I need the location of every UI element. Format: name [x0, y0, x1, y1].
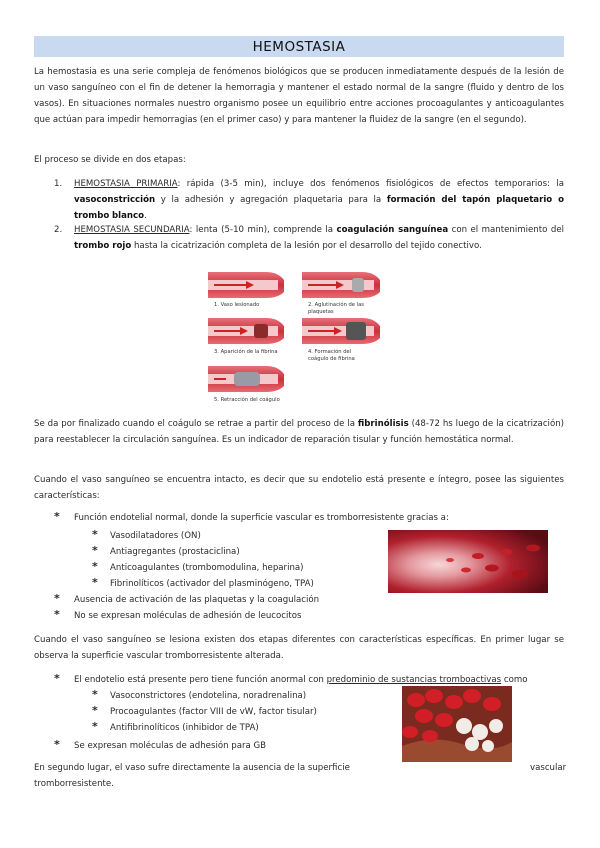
final-text-2: vascular: [530, 763, 567, 773]
injured-sub-3: Antifibrinolíticos (inhibidor de TPA): [110, 723, 259, 733]
stage2-name: HEMOSTASIA SECUNDARIA: [74, 225, 190, 235]
intact-item-1: Función endotelial normal, donde la superficie vascular es tromborresistente gracias a:: [74, 513, 449, 523]
caption-3: 3. Aparición de la fibrina: [214, 349, 278, 355]
fibrinolysis-b1: fibrinólisis: [357, 419, 409, 429]
fibrinolysis-t1: Se da por finalizado cuando el coágulo se retrae a partir del proceso de la: [34, 419, 358, 429]
stage1-name: HEMOSTASIA PRIMARIA: [74, 179, 178, 189]
title-bar: [34, 36, 564, 57]
bullet-star: *: [92, 720, 98, 733]
stage2-t1: : lenta (5-10 min), comprende la: [189, 225, 337, 235]
injured-intro: Cuando el vaso sanguíneo se lesiona existen dos etapas diferentes con características específicas. En primer lugar se observa la superficie vascular tromborresistente alterada.: [34, 635, 564, 661]
stage2-b1: coagulación sanguínea: [336, 225, 449, 235]
caption-4: 4. Formación del coágulo de fibrina: [308, 349, 355, 362]
injured-sub-2: Procoagulantes (factor VIII de vW, factor tisular): [110, 707, 317, 717]
blood-cells-image: [402, 686, 512, 762]
final-text-1: En segundo lugar, el vaso sufre directamente la ausencia de la superficie: [34, 763, 350, 773]
stage1-b2: formación del tapón plaquetario o trombo: [74, 195, 564, 221]
blood-cells-illustration: [402, 686, 512, 762]
bullet-star: *: [92, 688, 98, 701]
stage1-t3: .: [144, 211, 147, 221]
vessel-5: [208, 366, 284, 392]
vessel-interior-image: [388, 530, 548, 593]
stage2-number: 2.: [54, 225, 63, 235]
injured-item1-a: El endotelio está presente pero tiene función anormal con: [74, 675, 327, 685]
stage1-text: [74, 176, 564, 224]
stage2-t4: hasta la cicatrización completa de la lesión por el desarrollo del tejido conectivo.: [131, 241, 482, 251]
stage1-t2: y la adhesión y agregación plaquetaria para la: [155, 195, 387, 205]
intact-intro: Cuando el vaso sanguíneo se encuentra intacto, es decir que su endotelio está presente e íntegro, posee las siguientes características:: [34, 475, 564, 501]
stage1-number: 1.: [54, 179, 63, 189]
stages-intro: El proceso se divide en dos etapas:: [34, 155, 186, 165]
bullet-star: *: [54, 672, 60, 685]
vessel-4: [302, 318, 380, 344]
vessel-interior-illustration: [388, 530, 548, 593]
caption-2: 2. Aglutinación de las plaquetas: [308, 302, 364, 315]
bullet-star: *: [54, 510, 60, 523]
stage1-b1: vasoconstricción: [74, 195, 156, 205]
fibrinolysis-paragraph: [34, 416, 564, 448]
bullet-star: *: [92, 528, 98, 541]
injured-item-2: Se expresan moléculas de adhesión para GB: [74, 741, 267, 751]
fibrinolysis-t2: (48-72 hs luego de la cicatrización) para reestablecer la circulación sanguínea. Es un indicador de reparación tisular y función hemostática normal.: [34, 419, 564, 445]
intact-sub-1: Vasodilatadores (ON): [110, 531, 201, 541]
injured-item1-u: predominio de sustancias tromboactivas: [326, 675, 502, 685]
bullet-star: *: [92, 704, 98, 717]
stage2-t2: con el mantenimiento: [448, 225, 548, 235]
bullet-star: *: [92, 560, 98, 573]
injured-sub-1: Vasoconstrictores (endotelina, noradrenalina): [110, 691, 307, 701]
stage1-t1: : rápida (3-5 min), incluye dos fenómenos fisiológicos de efectos temporarios: la: [177, 179, 564, 189]
stage2-text: [74, 222, 564, 254]
stage2-b2: trombo rojo: [74, 241, 132, 251]
stage2-t3: del: [550, 225, 564, 235]
intact-item-3: No se expresan moléculas de adhesión de leucocitos: [74, 611, 302, 621]
vessel-2: [302, 272, 380, 298]
bullet-star: *: [92, 544, 98, 557]
intact-sub-2: Antiagregantes (prostaciclina): [110, 547, 240, 557]
hemostasis-figure: [206, 266, 388, 414]
caption-5: 5. Retracción del coágulo: [214, 397, 280, 403]
injured-item1-b: como: [501, 675, 528, 685]
vessel-1: [208, 272, 284, 298]
caption-1: 1. Vaso lesionado: [214, 302, 260, 308]
bullet-star: *: [54, 608, 60, 621]
intact-sub-4: Fibrinolíticos (activador del plasminógeno, TPA): [110, 579, 314, 589]
intact-item-2: Ausencia de activación de las plaquetas y la coagulación: [74, 595, 320, 605]
stage1-b3: blanco: [112, 211, 145, 221]
vessel-diagram: [206, 266, 388, 414]
vessel-3: [208, 318, 284, 344]
bullet-star: *: [92, 576, 98, 589]
intact-sub-3: Anticoagulantes (trombomodulina, heparina): [110, 563, 304, 573]
bullet-star: *: [54, 592, 60, 605]
intro-paragraph: La hemostasia es una serie compleja de fenómenos biológicos que se producen inmediatamente después de la lesión de un vaso sanguíneo con el fin de detener la hemorragia y mantener el estado normal de la sangre (fluido y dentro de los vasos). En situaciones normales nuestro organismo posee un equilibrio entre acciones procoagulantes y anticoagulantes que actúan para impedir hemorragias (en el primer caso) y para mantener la fluidez de la sangre (en el segundo).: [34, 67, 564, 125]
bullet-star: *: [54, 738, 60, 751]
final-text-3: tromborresistente.: [34, 779, 114, 789]
page-title: HEMOSTASIA: [252, 39, 346, 55]
